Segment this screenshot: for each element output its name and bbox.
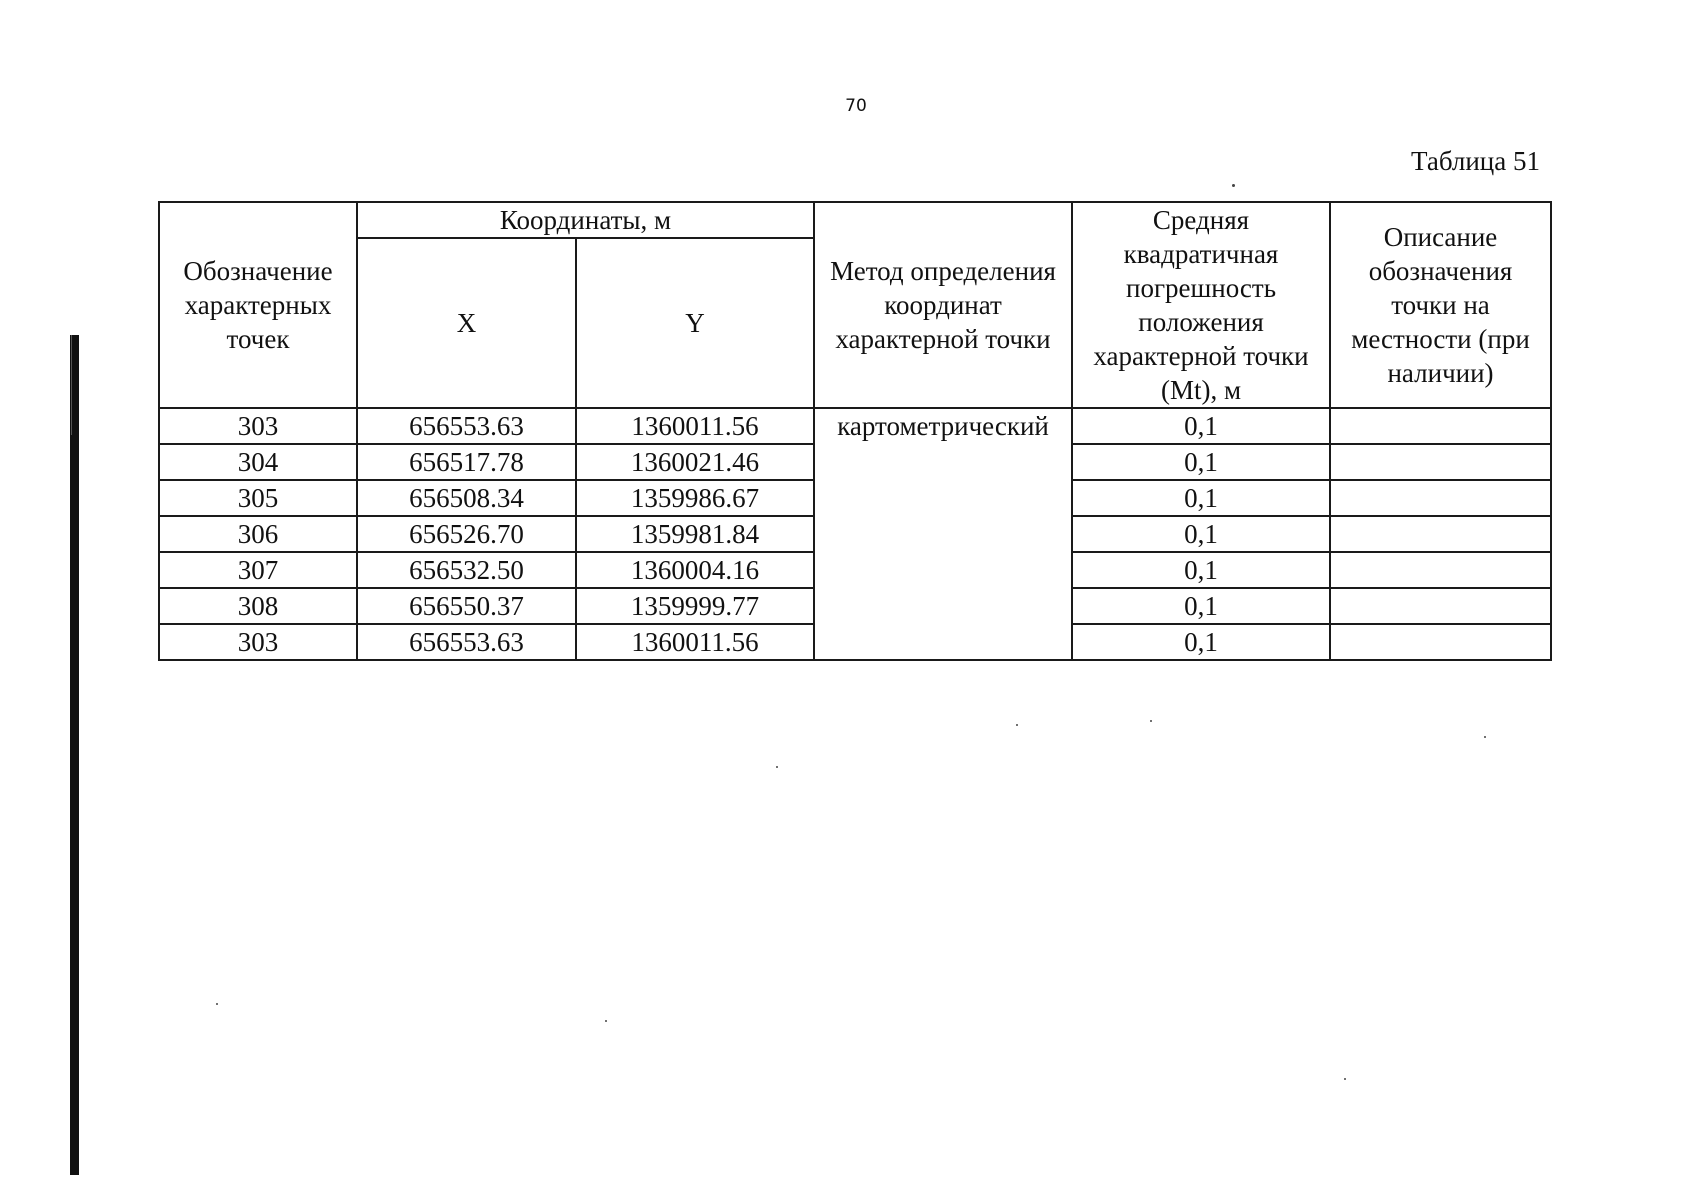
scan-speck [605, 1020, 607, 1022]
header-coordinates: Координаты, м [357, 202, 814, 238]
cell-mt: 0,1 [1072, 624, 1330, 660]
cell-mt: 0,1 [1072, 480, 1330, 516]
table-row [159, 408, 1551, 444]
cell-point: 303 [159, 408, 357, 444]
cell-description [1330, 444, 1551, 480]
scan-hairline [71, 335, 72, 435]
cell-mt: 0,1 [1072, 516, 1330, 552]
header-designation: Обозначение характерных точек [159, 202, 357, 408]
cell-y: 1360011.56 [576, 408, 814, 444]
scan-speck [1232, 184, 1235, 187]
cell-x: 656550.37 [357, 588, 576, 624]
header-accuracy: Средняя квадратичная погрешность положения характерной точки (Mt), м [1072, 202, 1330, 408]
cell-y: 1359986.67 [576, 480, 814, 516]
cell-x: 656532.50 [357, 552, 576, 588]
cell-y: 1359981.84 [576, 516, 814, 552]
cell-description [1330, 588, 1551, 624]
header-method: Метод определения координат характерной точки [814, 202, 1072, 408]
cell-y: 1360011.56 [576, 624, 814, 660]
scan-speck [776, 766, 778, 768]
scan-speck [1484, 736, 1486, 738]
table-header-row [159, 202, 1551, 238]
cell-description [1330, 408, 1551, 444]
cell-point: 305 [159, 480, 357, 516]
cell-description [1330, 480, 1551, 516]
cell-y: 1360021.46 [576, 444, 814, 480]
cell-point: 307 [159, 552, 357, 588]
cell-point: 303 [159, 624, 357, 660]
cell-description [1330, 624, 1551, 660]
cell-mt: 0,1 [1072, 444, 1330, 480]
scan-speck [1344, 1078, 1346, 1080]
cell-x: 656526.70 [357, 516, 576, 552]
coordinates-table [158, 201, 1552, 661]
scan-speck [1150, 720, 1152, 722]
header-description: Описание обозначения точки на местности (при наличии) [1330, 202, 1551, 408]
scan-speck [1016, 724, 1018, 726]
page-number: 70 [845, 96, 867, 116]
cell-method: картометрический [814, 408, 1072, 660]
cell-description [1330, 516, 1551, 552]
cell-point: 304 [159, 444, 357, 480]
cell-mt: 0,1 [1072, 552, 1330, 588]
scan-edge-bar [70, 335, 79, 1175]
cell-description [1330, 552, 1551, 588]
cell-x: 656517.78 [357, 444, 576, 480]
cell-x: 656553.63 [357, 624, 576, 660]
cell-mt: 0,1 [1072, 408, 1330, 444]
cell-point: 306 [159, 516, 357, 552]
header-x: X [357, 238, 576, 408]
cell-x: 656508.34 [357, 480, 576, 516]
cell-point: 308 [159, 588, 357, 624]
scan-speck [216, 1003, 218, 1005]
table-caption: Таблица 51 [1411, 146, 1540, 176]
cell-y: 1360004.16 [576, 552, 814, 588]
header-y: Y [576, 238, 814, 408]
cell-x: 656553.63 [357, 408, 576, 444]
cell-mt: 0,1 [1072, 588, 1330, 624]
cell-y: 1359999.77 [576, 588, 814, 624]
